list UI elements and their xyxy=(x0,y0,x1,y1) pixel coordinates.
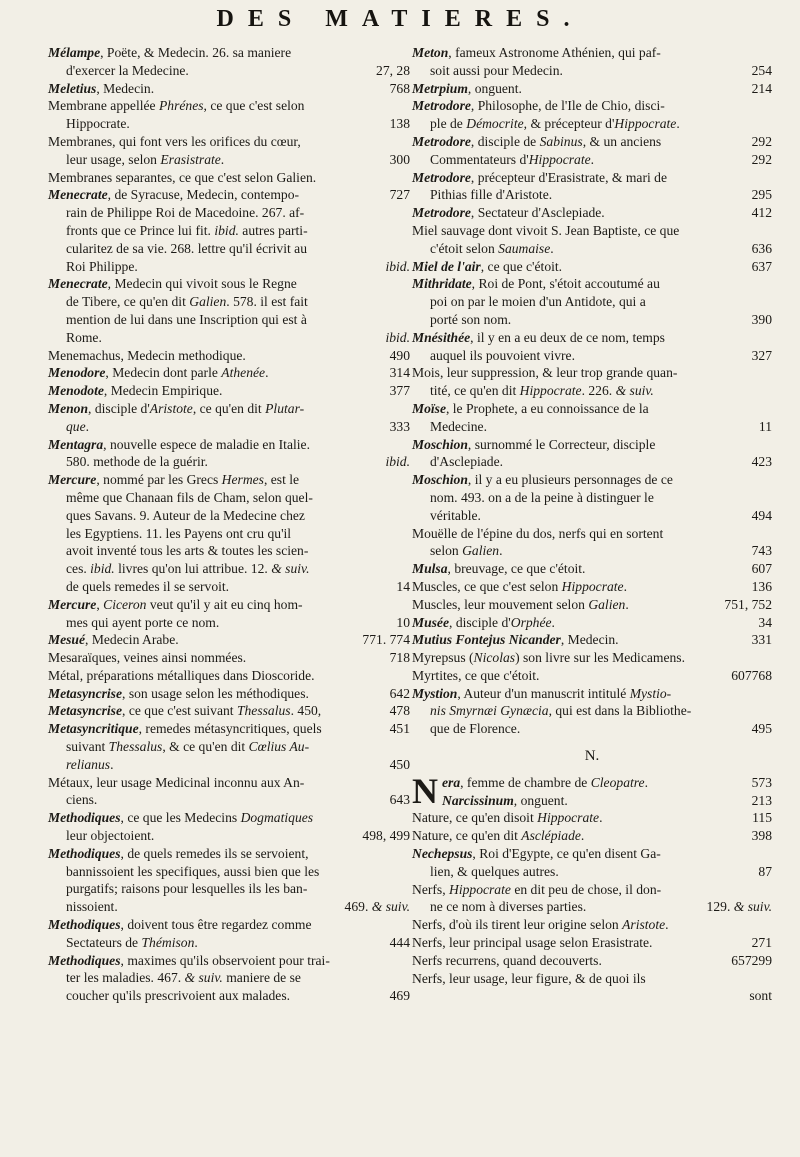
entry-line: auquel ils pouvoient vivre. 327 xyxy=(430,347,772,363)
entry-line: Mercure, Ciceron veut qu'il y ait eu cinq hom- xyxy=(48,596,303,612)
entry-line: porté son nom. 390 xyxy=(430,311,772,327)
index-entry xyxy=(48,382,410,400)
index-entry xyxy=(48,845,410,916)
entry-line: Nerfs, leur usage, leur figure, & de quoi ils xyxy=(412,970,646,986)
index-entry: Metasyncrise, son usage selon les méthodiques. 478 xyxy=(48,685,410,719)
entry-line: 580. methode de la guérir. ibid. xyxy=(66,454,410,470)
index-entry xyxy=(48,631,410,649)
entry-line: ter les maladies. 467. & suiv. maniere de se xyxy=(66,970,301,986)
left-column xyxy=(48,44,410,1005)
index-entry xyxy=(48,471,410,596)
entry-line: d'Asclepiade. 423 xyxy=(430,454,772,470)
index-entry: Métal, préparations métalliques dans Dioscoride. 642 xyxy=(48,667,410,701)
entry-line: Myrtites, ce que c'étoit. 607 xyxy=(412,667,752,683)
entry-line: Mercure, nommé par les Grecs Hermes, est le xyxy=(48,472,300,488)
index-entry xyxy=(412,400,772,436)
entry-line: selon Galien. 743 xyxy=(430,543,772,559)
section-heading-n: N. xyxy=(584,748,600,765)
entry-line: d'exercer la Medecine. 27, 28 xyxy=(66,62,410,78)
entry-line: Mesaraïques, veines ainsi nommées. 718 xyxy=(48,650,410,666)
entry-line: mention de lui dans une Inscription qui est à xyxy=(66,311,307,327)
entry-line: Mentagra, nouvelle espece de maladie en Italie. xyxy=(48,436,310,452)
index-entry xyxy=(48,44,410,80)
entry-line: Methodiques, maximes qu'ils observoient pour trai- xyxy=(48,952,330,968)
entry-line: Miel sauvage dont vivoit S. Jean Baptiste, ce que xyxy=(412,222,680,238)
index-entry xyxy=(48,133,410,169)
entry-line: Mutius Fontejus Nicander, Medecin. 331 xyxy=(412,632,772,648)
entry-line: Mois, leur suppression, & leur trop grande quan- xyxy=(412,365,678,381)
index-entry xyxy=(48,275,410,346)
entry-line: Mithridate, Roi de Pont, s'étoit accoutumé au xyxy=(412,276,660,292)
entry-line: Métaux, leur usage Medicinal inconnu aux An- xyxy=(48,774,305,790)
entry-line: coucher qu'ils prescrivoient aux malades. 469 xyxy=(66,988,410,1004)
index-entry xyxy=(412,364,772,400)
entry-line: que. 333 xyxy=(66,418,410,434)
index-entry xyxy=(412,614,772,632)
entry-line: Medecine. 11 xyxy=(430,418,772,434)
entry-line: Muscles, leur mouvement selon Galien. 751, 752 xyxy=(412,596,772,612)
entry-line: c'étoit selon Saumaise. 636 xyxy=(430,240,772,256)
index-entry xyxy=(412,809,772,827)
entry-line: Rome. ibid. xyxy=(66,329,410,345)
entry-line: les Egyptiens. 11. les Payens ont cru qu'il xyxy=(66,525,292,541)
index-entry xyxy=(48,916,410,952)
index-entry xyxy=(48,436,410,472)
index-entry xyxy=(48,347,410,365)
index-entry xyxy=(48,809,410,845)
index-entry xyxy=(412,952,772,970)
entry-line: leur objectoient. 498, 499 xyxy=(66,828,410,844)
entry-line: bannissoient les specifiques, aussi bien que les xyxy=(66,863,320,879)
index-entry: Myrepsus (Nicolas) son livre sur les Medicamens. 768 xyxy=(412,650,772,683)
right-column xyxy=(412,44,772,1005)
index-entry xyxy=(48,720,410,773)
index-entry xyxy=(48,364,410,382)
entry-line: Membrane appellée Phrénes, ce que c'est selon xyxy=(48,98,305,114)
entry-line: ques Savans. 9. Auteur de la Medecine chez xyxy=(66,507,305,523)
index-entry xyxy=(48,186,410,275)
index-entry xyxy=(48,774,410,810)
entry-line: Moschion, surnommé le Correcteur, disciple xyxy=(412,436,656,452)
entry-line: Metrpium, onguent. 214 xyxy=(412,80,772,96)
index-entry: Nerfs, d'où ils tirent leur origine selon Aristote. 271 xyxy=(412,917,772,951)
entry-line: Mnésithée, il y en a eu deux de ce nom, temps xyxy=(412,329,665,345)
index-entry: Metasyncrise, ce que c'est suivant Thessalus. 450, 451 xyxy=(48,703,410,737)
entry-line: Meletius, Medecin. 768 xyxy=(48,80,410,96)
index-entry xyxy=(48,97,410,133)
entry-line: Moschion, il y a eu plusieurs personnages de ce xyxy=(412,472,673,488)
entry-line: Mulsa, breuvage, ce que c'étoit. 607 xyxy=(412,561,772,577)
entry-line: Metrodore, Sectateur d'Asclepiade. 412 xyxy=(412,205,772,221)
entry-line: même que Chanaan fils de Cham, selon quel- xyxy=(66,489,313,505)
index-entry: Nerfs, leur usage, leur figure, & de quoi ils sont xyxy=(412,970,772,1004)
index-entry xyxy=(412,578,772,596)
index-entry xyxy=(412,560,772,578)
entry-line: cularitez de sa vie. 268. lettre qu'il écrivit au xyxy=(66,240,307,256)
entry-line: Meton, fameux Astronome Athénien, qui paf- xyxy=(412,45,661,60)
entry-line: relianus. 450 xyxy=(66,756,410,772)
entry-line: Miel de l'air, ce que c'étoit. 637 xyxy=(412,258,772,274)
index-entry xyxy=(412,80,772,98)
entry-line: mes qui ayent porte ce nom. 10 xyxy=(66,614,410,630)
entry-line: Metrodore, précepteur d'Erasistrate, & mari de xyxy=(412,169,667,185)
entry-line: ple de Démocrite, & précepteur d'Hippocrate. xyxy=(430,116,680,132)
entry-line: tité, ce qu'en dit Hippocrate. 226. & suiv. xyxy=(430,383,654,399)
entry-line: Metasyncritique, remedes métasyncritiques, quels xyxy=(48,721,322,737)
entry-line: Menodore, Medecin dont parle Athenée. 314 xyxy=(48,365,410,381)
entry-line: rain de Philippe Roi de Macedoine. 267. af- xyxy=(66,205,305,221)
entry-line: suivant Thessalus, & ce qu'en dit Cœlius Au- xyxy=(66,739,310,755)
entry-line: Metasyncrise, son usage selon les méthodiques. xyxy=(48,685,309,701)
entry-line: Membranes, qui font vers les orifices du cœur, xyxy=(48,133,301,149)
entry-line: Mouëlle de l'épine du dos, nerfs qui en sortent xyxy=(412,525,664,541)
entry-line: Methodiques, doivent tous être regardez comme xyxy=(48,917,312,933)
entry-line: Menecrate, Medecin qui vivoit sous le Regne xyxy=(48,276,297,292)
index-entry xyxy=(48,596,410,632)
entry-line: Muscles, ce que c'est selon Hippocrate. 136 xyxy=(412,578,772,594)
entry-line: Methodiques, ce que les Medecins Dogmatiques xyxy=(48,810,314,826)
entry-line: Nerfs, d'où ils tirent leur origine selon Aristote. xyxy=(412,917,669,933)
entry-line: Nature, ce qu'en dit Asclépiade. 398 xyxy=(412,828,772,844)
entry-line: véritable. 494 xyxy=(430,507,772,523)
entry-line: poi on par le moien d'un Antidote, qui a xyxy=(430,294,646,310)
index-entry xyxy=(412,471,772,524)
entry-line: Metrodore, disciple de Sabinus, & un anciens xyxy=(412,133,662,149)
entry-line: Mystion, Auteur d'un manuscrit intitulé Mystio- xyxy=(412,685,672,701)
index-entry xyxy=(412,436,772,472)
index-entry xyxy=(412,329,772,365)
index-entry xyxy=(412,667,772,685)
entry-line: Musée, disciple d'Orphée. 34 xyxy=(412,614,772,630)
entry-line: de Tibere, ce qu'en dit Galien. 578. il est fait xyxy=(66,294,308,310)
entry-line: Nerfs recurrens, quand decouverts. 657 xyxy=(412,952,752,968)
entry-line: Metasyncrise, ce que c'est suivant Thessalus. 450, xyxy=(48,703,322,719)
index-entry xyxy=(48,649,410,667)
index-entry xyxy=(412,770,772,811)
entry-line: Methodiques, de quels remedes ils se servoient, xyxy=(48,845,309,861)
entry-line: ciens. 643 xyxy=(66,792,410,808)
entry-line: Nechepsus, Roi d'Egypte, ce qu'en disent Ga- xyxy=(412,846,661,862)
entry-line: nom. 493. on a de la peine à distinguer le xyxy=(430,489,654,505)
entry-line: Menodote, Medecin Empirique. 377 xyxy=(48,383,410,399)
index-entry: Membranes separantes, ce que c'est selon Galien. 727 xyxy=(48,169,410,203)
entry-line: Sectateurs de Thémison. 444 xyxy=(66,934,410,950)
index-entry xyxy=(412,222,772,258)
entry-line: Myrepsus (Nicolas) son livre sur les Medicamens. xyxy=(412,650,685,666)
entry-line: nis Smyrnæi Gynæcia, qui est dans la Bibliothe- xyxy=(430,703,692,719)
entry-line: Menemachus, Medecin methodique. 490 xyxy=(48,347,410,363)
entry-line: de quels remedes il se servoit. 14 xyxy=(66,578,410,594)
entry-line: Mesué, Medecin Arabe. 771. 774 xyxy=(48,632,410,648)
entry-line: Nerfs, Hippocrate en dit peu de chose, il don- xyxy=(412,881,662,897)
page-header: DES MATIERES. xyxy=(216,6,584,32)
index-entry xyxy=(412,845,772,881)
index-entry xyxy=(412,258,772,276)
entry-line: Commentateurs d'Hippocrate. 292 xyxy=(430,151,772,167)
entry-line: nissoient. 469. & suiv. xyxy=(66,899,410,915)
index-entry xyxy=(412,169,772,205)
index-entry: Metrodore, Philosophe, de l'Ile de Chio, disci- ple de Démocrite, & précepteur d'Hippocrate. 292 xyxy=(412,98,772,149)
index-entry xyxy=(412,204,772,222)
entry-line: purgatifs; raisons pour lesquelles ils les ban- xyxy=(66,881,308,897)
entry-line: Narcissinum, onguent. 213 xyxy=(442,792,772,808)
entry-line: que de Florence. 495 xyxy=(430,721,772,737)
entry-line: Membranes separantes, ce que c'est selon Galien. xyxy=(48,169,317,185)
entry-line: fronts que ce Prince lui fit. ibid. autres parti- xyxy=(66,222,308,238)
entry-line: ces. ibid. livres qu'on lui attribue. 12. & suiv. xyxy=(66,561,310,577)
entry-line: soit aussi pour Medecin. 254 xyxy=(430,62,772,78)
entry-line: Nera, femme de chambre de Cleopatre. 573 xyxy=(412,770,772,811)
index-entry: Nerfs, leur principal usage selon Erasistrate. 299 xyxy=(412,935,772,968)
entry-line: avoit inventé tous les arts & toutes les scien- xyxy=(66,543,309,559)
index-entry xyxy=(48,80,410,98)
entry-line: Métal, préparations métalliques dans Dioscoride. xyxy=(48,667,315,683)
index-entry xyxy=(48,400,410,436)
index-entry xyxy=(412,827,772,845)
index-entry xyxy=(412,881,772,917)
entry-line: leur usage, selon Erasistrate. 300 xyxy=(66,151,410,167)
index-entry xyxy=(412,275,772,328)
index-entry xyxy=(412,525,772,561)
index-entry xyxy=(412,133,772,169)
entry-line: Metrodore, Philosophe, de l'Ile de Chio, disci- xyxy=(412,98,665,114)
entry-line: ne ce nom à diverses parties. 129. & suiv. xyxy=(430,899,772,915)
index-entry xyxy=(412,596,772,614)
index-entry xyxy=(412,631,772,649)
entry-line: Mélampe, Poëte, & Medecin. 26. sa maniere xyxy=(48,45,292,60)
entry-line: Hippocrate. 138 xyxy=(66,116,410,132)
index-entry xyxy=(48,952,410,1005)
entry-line: Nerfs, leur principal usage selon Erasistrate. xyxy=(412,935,653,951)
entry-line: Roi Philippe. ibid. xyxy=(66,258,410,274)
entry-line: Menecrate, de Syracuse, Medecin, contempo- xyxy=(48,187,300,203)
entry-line: Menon, disciple d'Aristote, ce qu'en dit Plutar- xyxy=(48,400,305,416)
entry-line: lien, & quelques autres. 87 xyxy=(430,863,772,879)
entry-line: Pithias fille d'Aristote. 295 xyxy=(430,187,772,203)
index-entry xyxy=(412,685,772,738)
entry-line: Nature, ce qu'en disoit Hippocrate. 115 xyxy=(412,810,772,826)
index-entry xyxy=(412,44,772,80)
entry-line: Moïse, le Prophete, a eu connoissance de la xyxy=(412,400,649,416)
